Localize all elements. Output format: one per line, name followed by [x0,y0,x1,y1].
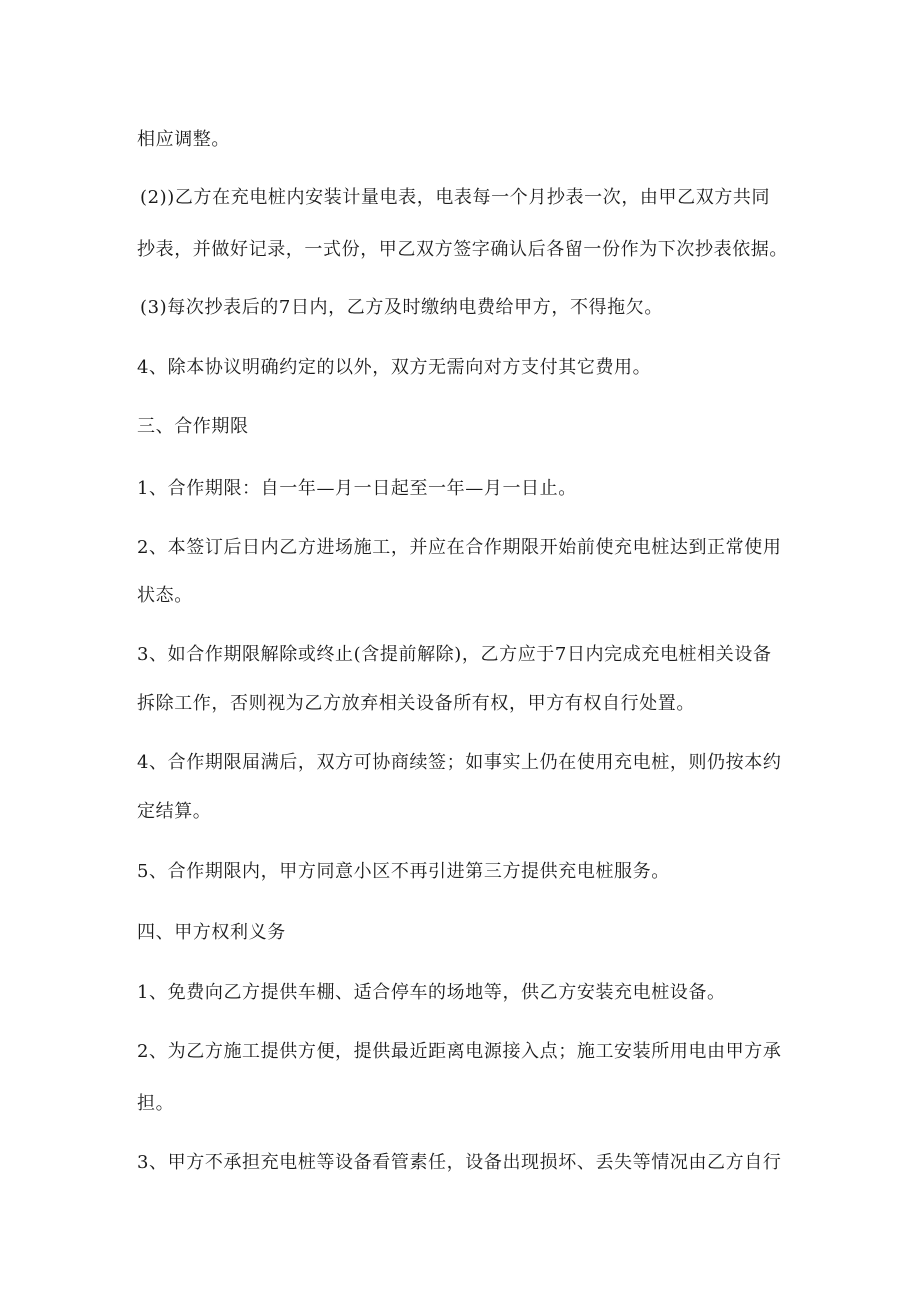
text-line: 5、合作期限内，甲方同意小区不再引进第三方提供充电桩服务。 [137,861,670,882]
text-line: 抄表，并做好记录，一式份，甲乙双方签字确认后各留一份作为下次抄表依据。 [137,239,788,260]
text-line: 2、为乙方施工提供方便，提供最近距离电源接入点；施工安装所用电由甲方承 [137,1041,782,1062]
text-line: 状态。 [137,585,193,606]
text-line: 定结算。 [137,801,212,822]
text-line: 担。 [137,1093,175,1114]
text-line: 1、免费向乙方提供车棚、适合停车的场地等，供乙方安装充电桩设备。 [137,982,726,1003]
text-line: 拆除工作，否则视为乙方放弃相关设备所有权，甲方有权自行处置。 [137,693,695,714]
text-line: 2、本签订后日内乙方进场施工，并应在合作期限开始前使充电桩达到正常使用 [137,537,782,558]
text-line: 3、甲方不承担充电桩等设备看管素任，设备出现损坏、丢失等情况由乙方自行 [137,1152,782,1173]
text-line: 相应调整。 [137,129,230,150]
text-line: 4、合作期限届满后，双方可协商续签；如事实上仍在使用充电桩，则仍按本约 [137,752,782,773]
text-line: (2))乙方在充电桩内安装计量电表，电表每一个月抄表一次，由甲乙双方共同 [140,187,771,208]
text-line: 3、如合作期限解除或终止(含提前解除)，乙方应于7日内完成充电桩相关设备 [137,644,772,665]
section-heading: 三、合作期限 [137,416,249,437]
section-heading: 四、甲方权利义务 [137,922,286,943]
text-line: (3)每次抄表后的7日内，乙方及时缴纳电费给甲方，不得拖欠。 [140,297,663,318]
text-line: 4、除本协议明确约定的以外，双方无需向对方支付其它费用。 [137,357,652,378]
text-line: 1、合作期限：自一年—月一日起至一年—月一日止。 [137,478,577,499]
